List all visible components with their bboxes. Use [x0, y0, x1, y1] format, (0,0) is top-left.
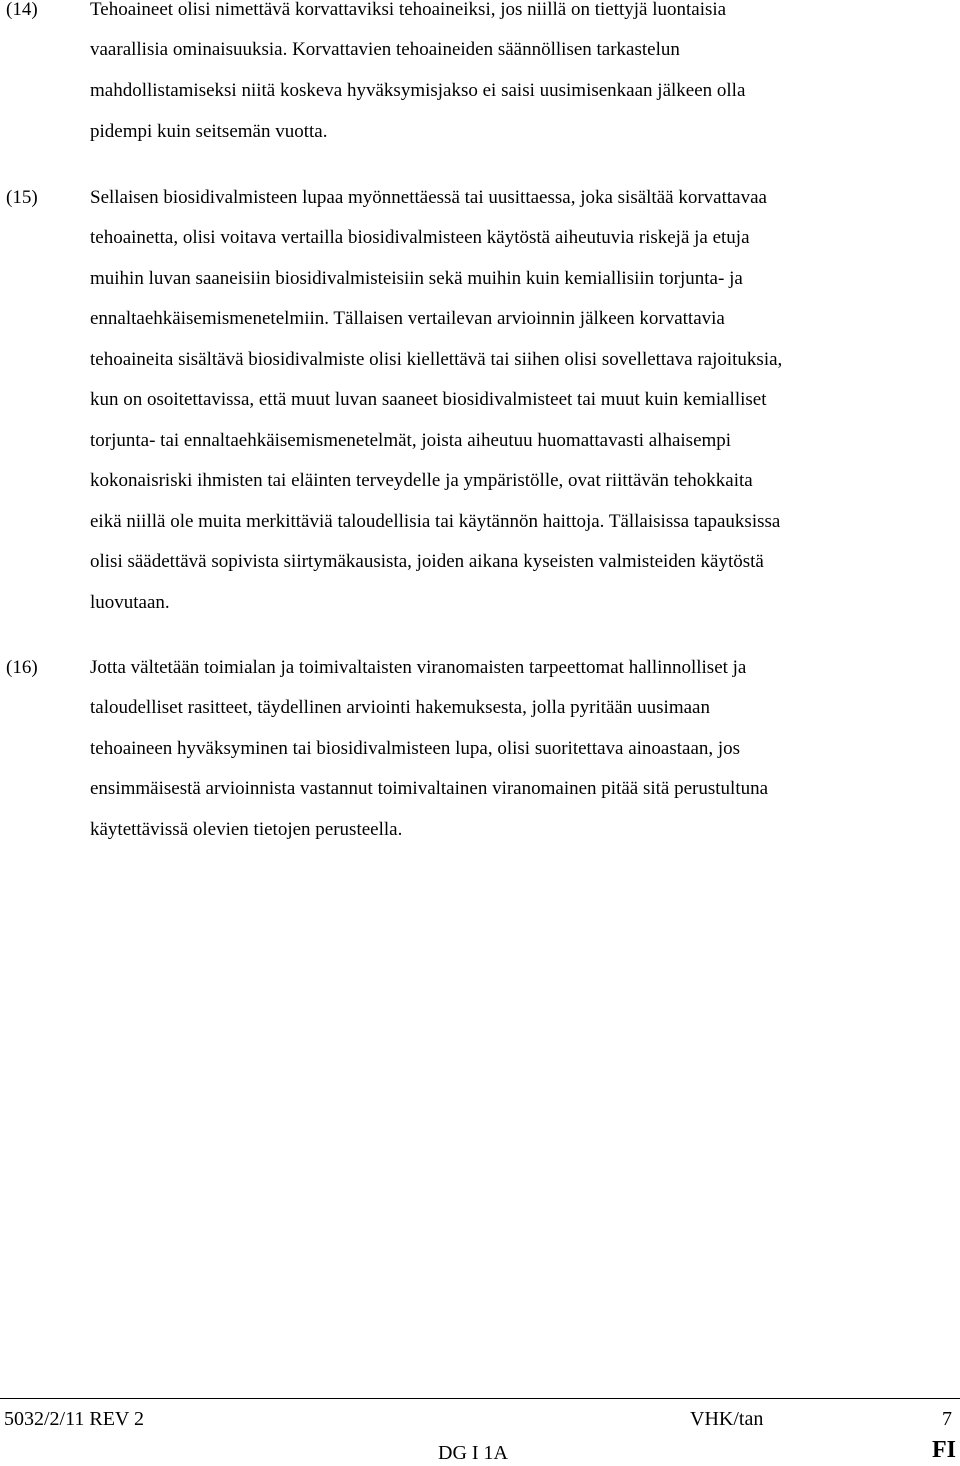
recital-number: (16)	[6, 657, 38, 678]
recital-text-line: muihin luvan saaneisiin biosidivalmisteisiin sekä muihin kuin kemiallisiin torjunta- ja	[90, 268, 743, 289]
recital-number: (15)	[6, 187, 38, 208]
footer-initials: VHK/tan	[690, 1408, 764, 1430]
footer-divider	[0, 1398, 960, 1399]
recital-text-line: vaarallisia ominaisuuksia. Korvattavien tehoaineiden säännöllisen tarkastelun	[90, 39, 680, 60]
recital-text-line: tehoaineen hyväksyminen tai biosidivalmisteen lupa, olisi suoritettava ainoastaan, jos	[90, 738, 741, 759]
recital-text-line: tehoaineita sisältävä biosidivalmiste olisi kiellettävä tai siihen olisi sovellettava rajoituksia,	[90, 349, 783, 370]
recital-text-line: mahdollistamiseksi niitä koskeva hyväksymisjakso ei saisi uusimisenkaan jälkeen olla	[90, 80, 746, 101]
recital-text-line: taloudelliset rasitteet, täydellinen arviointi hakemuksesta, jolla pyritään uusimaan	[90, 697, 710, 718]
recital-text-line: Sellaisen biosidivalmisteen lupaa myönnettäessä tai uusittaessa, joka sisältää korvattavaa	[90, 187, 767, 208]
recital-text-line: ensimmäisestä arvioinnista vastannut toimivaltainen viranomainen pitää sitä perustultuna	[90, 778, 769, 799]
recital-number: (14)	[6, 0, 38, 20]
recital-text-line: käytettävissä olevien tietojen perusteella.	[90, 819, 403, 840]
recital-text-line: eikä niillä ole muita merkittäviä taloudellisia tai käytännön haittoja. Tällaisissa tapauksissa	[90, 511, 781, 532]
recital-text-line: Jotta vältetään toimialan ja toimivaltaisten viranomaisten tarpeettomat hallinnolliset ja	[90, 657, 747, 678]
footer-page-number: 7	[942, 1408, 952, 1430]
recital-text-line: Tehoaineet olisi nimettävä korvattaviksi tehoaineiksi, jos niillä on tiettyjä luontaisia	[90, 0, 727, 20]
footer-department: DG I 1A	[438, 1442, 508, 1464]
recital-text-line: pidempi kuin seitsemän vuotta.	[90, 121, 328, 142]
recital-text-line: ennaltaehkäisemismenetelmiin. Tällaisen vertailevan arvioinnin jälkeen korvattavia	[90, 308, 725, 329]
footer-language: FI	[932, 1437, 956, 1463]
recital-text-line: torjunta- tai ennaltaehkäisemismenetelmät, joista aiheutuu huomattavasti alhaisempi	[90, 430, 732, 451]
recital-text-line: tehoainetta, olisi voitava vertailla biosidivalmisteen käytöstä aiheutuvia riskejä ja etuja	[90, 227, 750, 248]
footer-doc-ref: 5032/2/11 REV 2	[4, 1408, 145, 1430]
recital-text-line: luovutaan.	[90, 592, 170, 613]
recital-text-line: olisi säädettävä sopivista siirtymäkausista, joiden aikana kyseisten valmisteiden käytöstä	[90, 551, 764, 572]
recital-text-line: kokonaisriski ihmisten tai eläinten terveydelle ja ympäristölle, ovat riittävän tehokkaita	[90, 470, 753, 491]
recital-text-line: kun on osoitettavissa, että muut luvan saaneet biosidivalmisteet tai muut kuin kemialliset	[90, 389, 767, 410]
